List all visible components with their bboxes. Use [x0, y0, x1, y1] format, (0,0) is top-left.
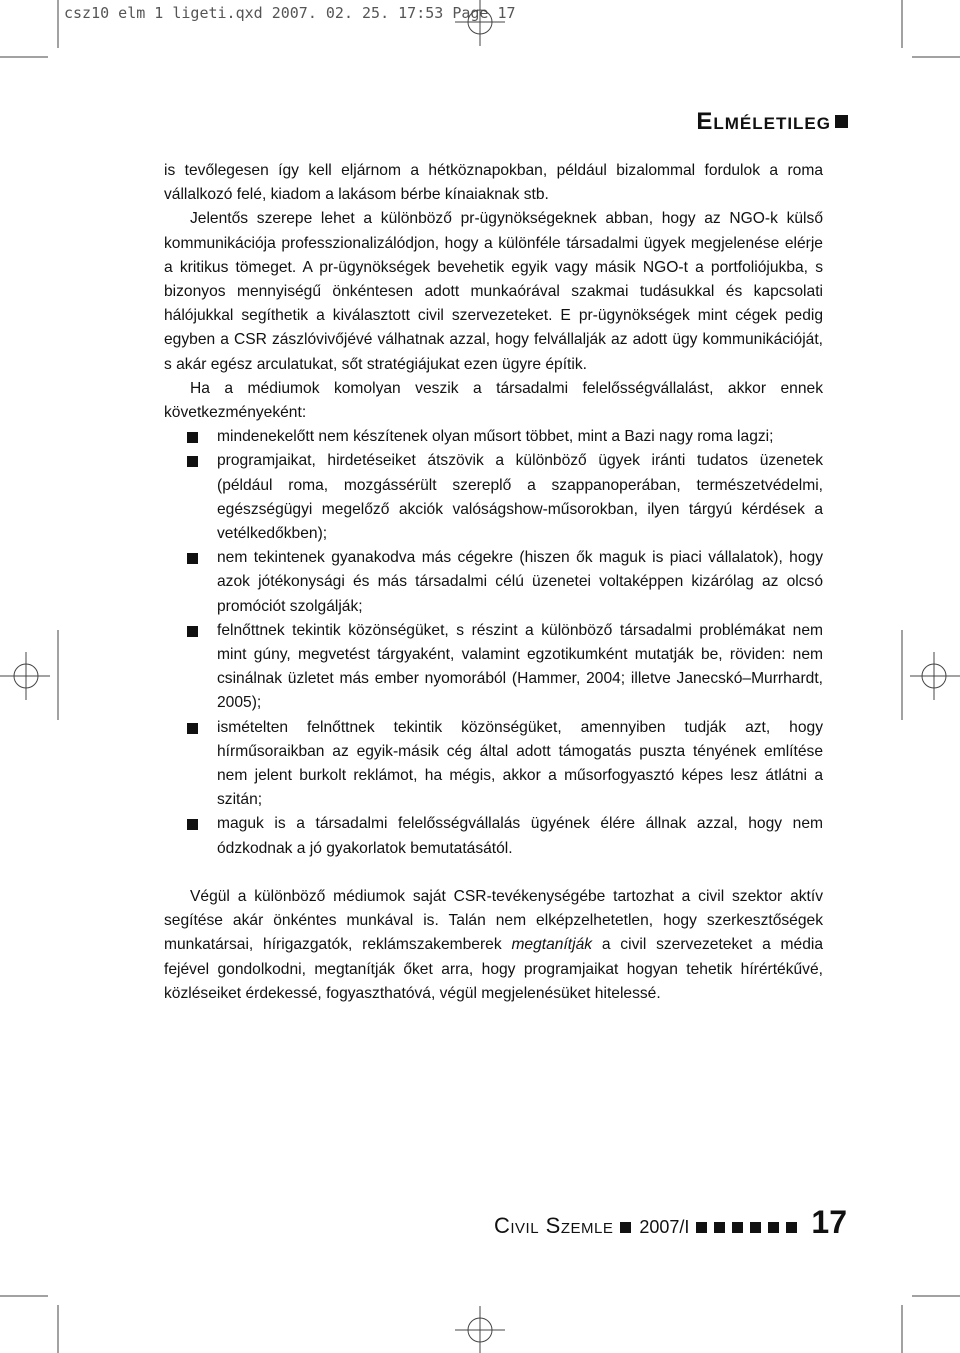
running-head-text: Elméletileg	[696, 108, 831, 135]
bullet-item: nem tekintenek gyanakodva más cégekre (hiszen ők maguk is piaci vállalatok), hogy azok jótékonysági és más társadalmi célú üzenetei voltaképpen kizárólag az olcsó promóciót szolgálják;	[164, 546, 823, 619]
square-bullet-icon	[750, 1222, 761, 1233]
print-slug-line: csz10 elm 1 ligeti.qxd 2007. 02. 25. 17:53 Page 17	[64, 4, 516, 22]
journal-title: Civil Szemle	[493, 1213, 614, 1238]
bullet-item: mindenekelőtt nem készítenek olyan műsort többet, mint a Bazi nagy roma lagzi;	[164, 425, 823, 449]
square-bullet-icon	[620, 1222, 631, 1233]
running-head	[696, 108, 848, 136]
square-bullet-icon	[835, 115, 848, 128]
bullet-item: ismételten felnőttnek tekintik közönségüket, amennyiben tudják azt, hogy hírműsoraikban az egyik-másik cég által adott támogatás puszta tényének említése nem jelent burkolt reklámot, ha mégis, akkor a műsorfogyasztó képes lesz átlátni a szitán;	[164, 716, 823, 813]
bullet-item: felnőttnek tekintik közönségüket, s részint a különböző társadalmi problémákat nem mint gúny, megvetést tárgyaként, valamint egzotikumként mutatják be, röviden: nem csinálnak üzletet más ember nyomorából (Hammer, 2004; illetve Janecskó–Murrhardt, 2005);	[164, 619, 823, 716]
square-bullet-icon	[786, 1222, 797, 1233]
paragraph: Ha a médiumok komolyan veszik a társadalmi felelősségvállalást, akkor ennek következményeként:	[164, 379, 823, 422]
page-footer	[494, 1204, 847, 1241]
page-number: 17	[811, 1204, 847, 1240]
bullet-item: maguk is a társadalmi felelősségvállalás ügyének élére állnak azzal, hogy nem ódzkodnak a jó gyakorlatok bemutatásától.	[164, 812, 823, 860]
emphasis-text: megtanítják	[511, 936, 593, 954]
paragraph: is tevőlegesen így kell eljárnom a hétköznapokban, például bizalommal fordulok a roma vállalkozó felé, kiadom a lakásom bérbe kínaiaknak stb.	[164, 162, 823, 204]
square-bullet-icon	[714, 1222, 725, 1233]
paragraph-text: a civil szervezeteket a média fejével gondolkodni, megtanítják őket arra, hogy programjaikat hogyan tehetik hírértékűvé, közléseiket érdekessé, fogyaszthatóvá, végül megjelenésüket hitelessé.	[164, 936, 823, 1002]
issue-label: 2007/I	[639, 1217, 690, 1237]
bullet-list	[164, 425, 823, 861]
paragraph-text: Végül a különböző médiumok saját CSR-tevékenységébe tartozhat a civil szektor aktív segítése akár önkéntes munkával is. Talán nem elképzelhetetlen, hogy szerkesztőségek munkatársai, hírigazgatók, reklámszakemberek	[164, 887, 823, 954]
square-bullet-icon	[768, 1222, 779, 1233]
bullet-item: programjaikat, hirdetéseiket átszövik a különböző ügyek iránti tudatos üzenetek (például roma, mozgássérült szereplő a szappanoperában, természetvédelmi, egészségügyi megelőző akciók valóságshow-műsorokban, ilyen tárgyú kérdések a vetélkedőkben);	[164, 449, 823, 546]
square-bullet-icon	[732, 1222, 743, 1233]
paragraph	[164, 885, 823, 1006]
square-bullet-icon	[696, 1222, 707, 1233]
paragraph: Jelentős szerepe lehet a különböző pr-ügynökségeknek abban, hogy az NGO-k külső kommunikációja professzionalizálódjon, hogy a különféle társadalmi ügyek megjelenése elérje a kritikus tömeget. A pr-ügynökségek bevehetik egyik vagy másik NGO-t a portfoliójukba, s bizonyos mennyiségű önkéntesen adott munkaórával szakmai tudásukkal és kapcsolati hálójukkal segíthetik a kiválasztott civil szervezeteket. E pr-ügynökségek mint cégek pedig egyben a CSR zászlóvivőjévé válhatnak azzal, hogy felvállalják az adott ügy kommunikációját, s akár egész arculatukat, sőt stratégiájukat ezen ügyre építik.	[164, 210, 823, 373]
article-body	[164, 159, 823, 1006]
